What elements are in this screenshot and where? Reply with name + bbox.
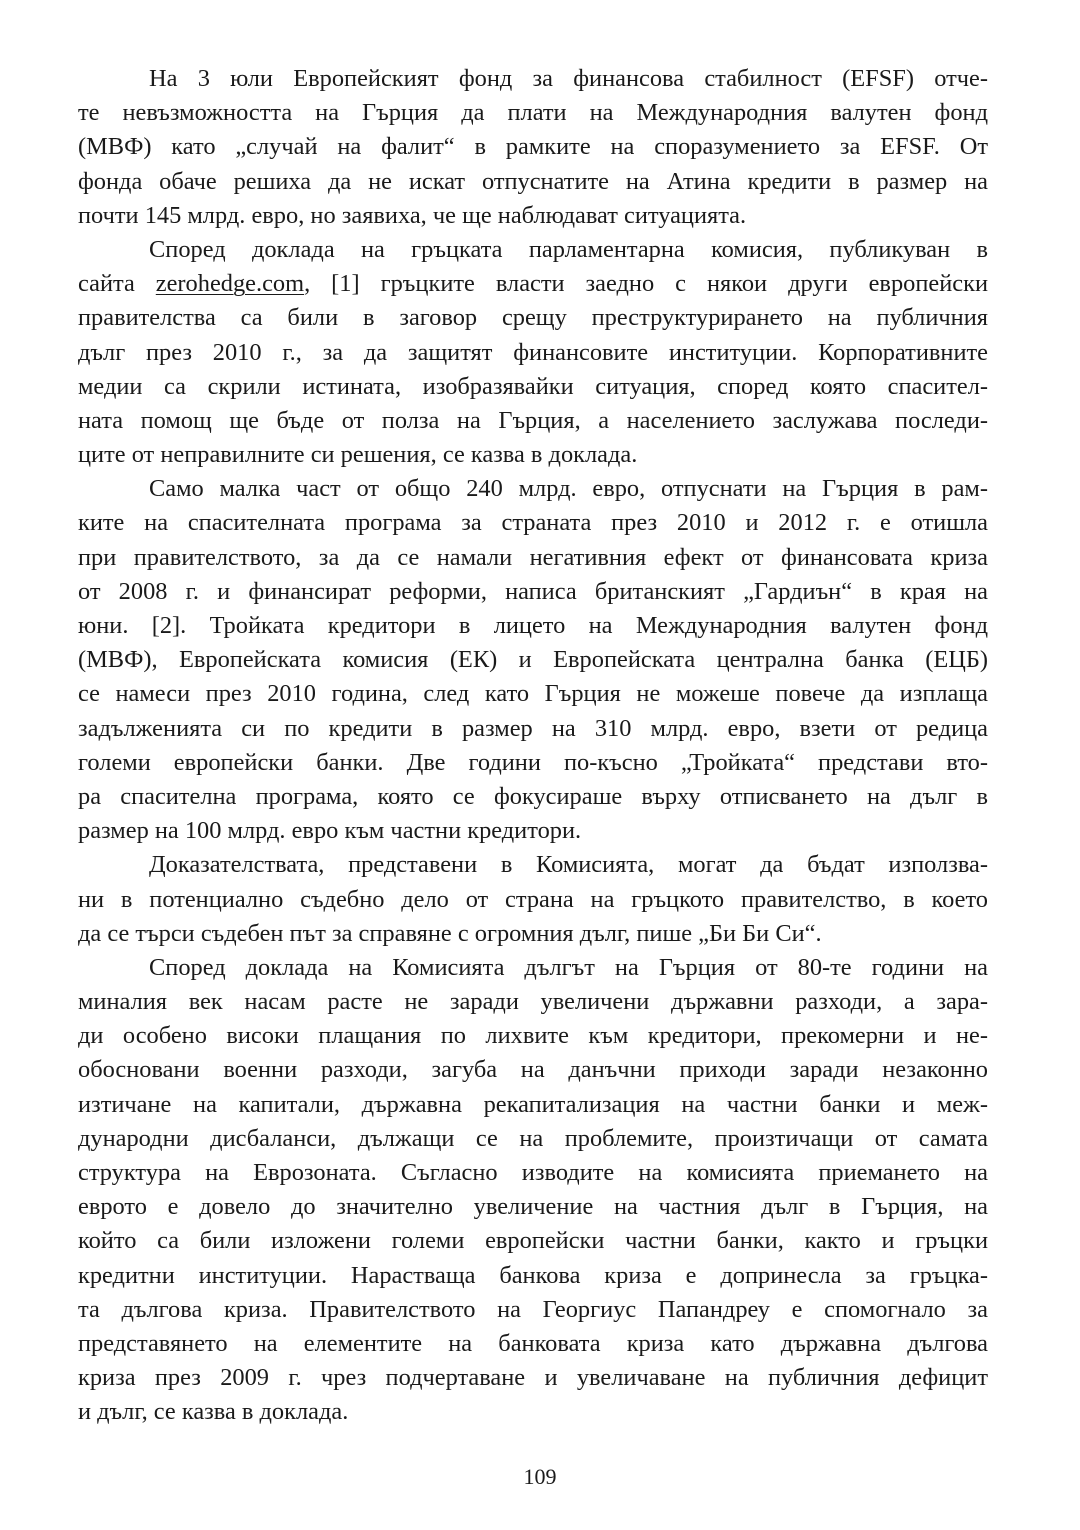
text-line: структура на Еврозоната. Съгласно изводите на комисията приемането на (78, 1159, 988, 1186)
text-line: миналия век насам расте не заради увеличени държавни разходи, а зара- (78, 988, 988, 1016)
text-line: еврото е довело до значително увеличение на частния дълг в Гърция, на (78, 1193, 988, 1221)
page-number: 109 (523, 1464, 557, 1489)
body-text (78, 62, 988, 1430)
text-line: обосновани военни разходи, загуба на данъчни приходи заради незаконно (78, 1056, 988, 1084)
text-line: Според доклада на Комисията дългът на Гърция от 80-те години на (149, 953, 988, 981)
text-line: размер на 100 млрд. евро към частни кредитори. (78, 817, 582, 845)
text-line: дълг през 2010 г., за да защитят финансовите институции. Корпоративните (78, 338, 988, 366)
text-line: задълженията си по кредити в размер на 310 млрд. евро, взети от редица (78, 714, 988, 742)
text-line: (МВФ), Европейската комисия (ЕК) и Европейската централна банка (ЕЦБ) (78, 646, 988, 674)
text-line: ките на спасителната програма за страната през 2010 и 2012 г. е отишла (78, 509, 988, 537)
text-line: медии са скрили истината, изобразявайки ситуация, според която спасител- (78, 372, 988, 400)
text-line: криза през 2009 г. чрез подчертаване и увеличаване на публичния дефицит (78, 1364, 988, 1392)
text-line: ната помощ ще бъде от полза на Гърция, а населението заслужава последи- (78, 406, 988, 434)
text-line: (МВФ) като „случай на фалит“ в рамките на споразумението за EFSF. От (78, 133, 988, 161)
text-line: да се търси съдебен път за справяне с огромния дълг, пише „Би Би Си“. (78, 919, 822, 947)
text-line: та дългова криза. Правителството на Георгиус Папандреу е спомогнало за (78, 1295, 988, 1323)
text-line: ди особено високи плащания по лихвите към кредитори, прекомерни и не- (78, 1022, 988, 1050)
text-line: кредитни институции. Нарастваща банкова криза е допринесла за гръцка- (78, 1261, 988, 1289)
text-line: юни. [2]. Тройката кредитори в лицето на Международния валутен фонд (78, 612, 988, 639)
text-line: Само малка част от общо 240 млрд. евро, отпуснати на Гърция в рам- (149, 475, 988, 503)
text-line: На 3 юли Европейският фонд за финансова стабилност (EFSF) отче- (149, 65, 988, 92)
zerohedge-link[interactable]: zerohedge.com (155, 270, 305, 298)
text-line: ра спасителна програма, която се фокусираше върху отписването на дълг в (78, 782, 988, 810)
text-line: те невъзможността на Гърция да плати на Международния валутен фонд (78, 99, 988, 127)
text-line: ни в потенциално съдебно дело от страна на гръцкото правителство, в което (78, 885, 988, 913)
text-line: фонда обаче решиха да не искат отпуснатите на Атина кредити в размер на (78, 167, 988, 195)
text-line: се намеси през 2010 година, след като Гърция не можеше повече да изплаща (78, 680, 988, 708)
text-line: Доказателствата, представени в Комисията, могат да бъдат използва- (149, 851, 988, 879)
text-line: ците от неправилните си решения, се казва в доклада. (78, 441, 638, 469)
text-line: дународни дисбаланси, дължащи се на проблемите, произтичащи от самата (78, 1124, 988, 1152)
text-line: големи европейски банки. Две години по-късно „Тройката“ представи вто- (78, 748, 988, 776)
text-line: от 2008 г. и финансират реформи, написа британският „Гардиън“ в края на (78, 577, 988, 605)
text-line: изтичане на капитали, държавна рекапитализация на частни банки и меж- (78, 1090, 988, 1118)
text-line: правителства са били в заговор срещу преструктурирането на публичния (78, 304, 988, 332)
text-line: Според доклада на гръцката парламентарна комисия, публикуван в (149, 235, 988, 263)
text-line: представянето на елементите на банковата криза като държавна дългова (78, 1329, 988, 1357)
text-line: почти 145 млрд. евро, но заявиха, че ще наблюдават ситуацията. (78, 201, 747, 229)
text-line: при правителството, за да се намали негативния ефект от финансовата криза (78, 543, 988, 571)
text-line-with-link (78, 267, 988, 301)
text-fragment: , [1] гръцките власти заедно с някои други европейски (304, 270, 988, 298)
text-line: който са били изложени големи европейски частни банки, както и гръцки (78, 1227, 988, 1255)
text-line: и дълг, се казва в доклада. (78, 1398, 349, 1426)
text-fragment: сайта (78, 270, 156, 298)
